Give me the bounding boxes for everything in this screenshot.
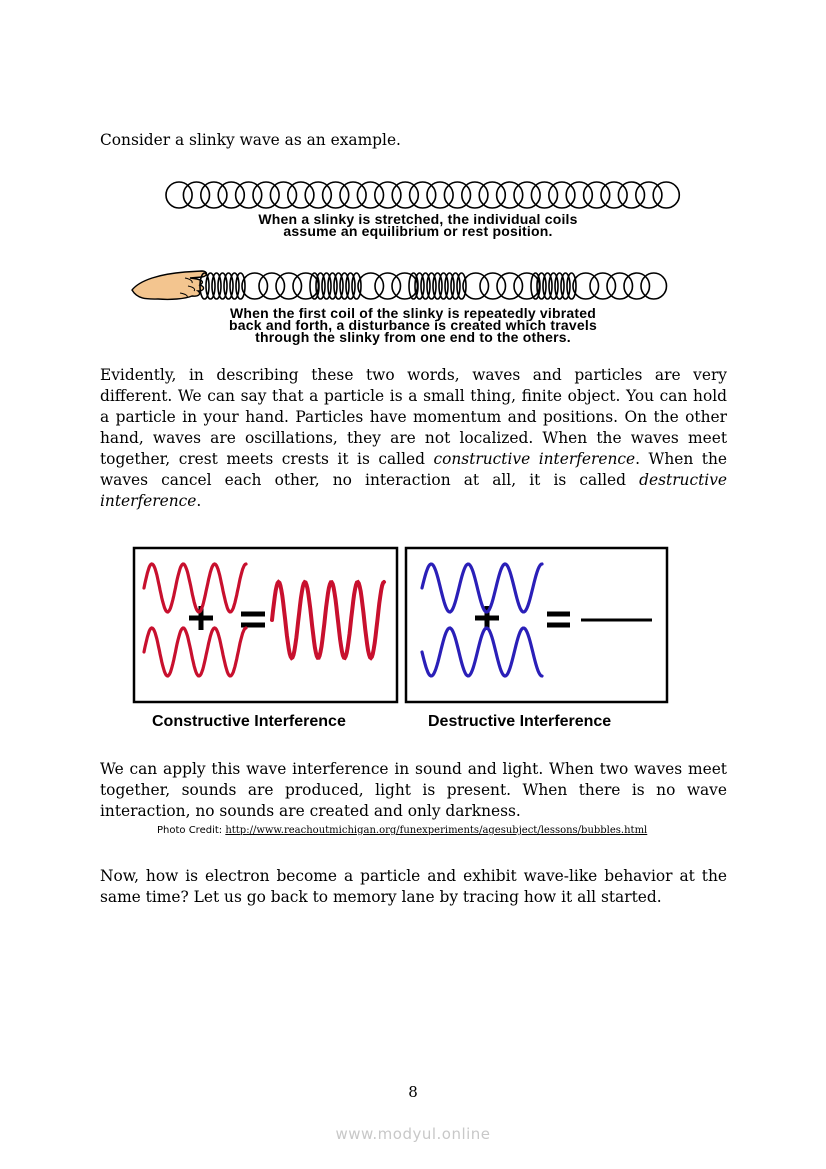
paragraph-2-text-c: . (196, 492, 202, 510)
slinky-coil (236, 273, 245, 299)
slinky-coil (392, 273, 418, 299)
slinky-caption-2-line2: back and forth, a disturbance is created which travels (229, 317, 597, 333)
slinky-rest-illustration (164, 180, 672, 212)
slinky-caption-1-line1: When a slinky is stretched, the individual coils (258, 211, 578, 227)
hand-illustration (130, 266, 210, 306)
slinky-coil (641, 273, 667, 299)
paragraph-2-text-a: Evidently, in describing these two words, waves and particles are very different. We can say that a particle is a small thing, finite object. You can hold a particle in your hand. Particles have momentum and positions. On the other hand, waves are oscillations, they are not localized. When the waves meet together, crest meets crests it is called (100, 366, 727, 468)
photo-credit-link[interactable]: http://www.reachoutmichigan.org/funexperiments/agesubject/lessons/bubbles.html (225, 825, 648, 836)
paragraph-2-text-b: . When the waves cancel each other, no interaction at all, it is called (100, 450, 728, 489)
photo-credit (157, 825, 647, 836)
electron-paragraph: Now, how is electron become a particle and exhibit wave-like behavior at the same time? Let us go back to memory lane by tracing how it all started. (100, 867, 727, 906)
slinky-caption-2 (150, 307, 676, 343)
slinky-coil (653, 182, 679, 208)
watermark: www.modyul.online (335, 1125, 491, 1143)
intro-paragraph: Consider a slinky wave as an example. (100, 131, 401, 149)
slinky-coil (293, 273, 319, 299)
term-destructive-interference: destructive interference (100, 471, 727, 510)
constructive-interference-label: Constructive Interference (152, 713, 346, 730)
constructive-panel (134, 548, 397, 702)
slinky-disturbance-illustration (200, 271, 670, 303)
slinky-coil (567, 273, 576, 299)
slinky-caption-2-line1: When the first coil of the slinky is repeatedly vibrated (230, 305, 596, 321)
destructive-interference-label: Destructive Interference (428, 713, 612, 730)
photo-credit-label: Photo Credit: (157, 825, 226, 836)
slinky-caption-1 (164, 213, 672, 237)
term-constructive-interference: constructive interference (433, 450, 636, 468)
interference-figure (132, 546, 672, 706)
slinky-caption-1-line2: assume an equilibrium or rest position. (283, 223, 553, 239)
slinky-coil (457, 273, 466, 299)
sound-light-paragraph: We can apply this wave interference in sound and light. When two waves meet together, sounds are produced, light is present. When there is no wave interaction, no sounds are created and only darkness. (100, 760, 727, 820)
slinky-coil (514, 273, 540, 299)
waves-particles-paragraph (100, 365, 727, 512)
slinky-coil (352, 273, 361, 299)
slinky-caption-2-line3: through the slinky from one end to the others. (255, 329, 571, 345)
page-number: 8 (408, 1083, 418, 1101)
